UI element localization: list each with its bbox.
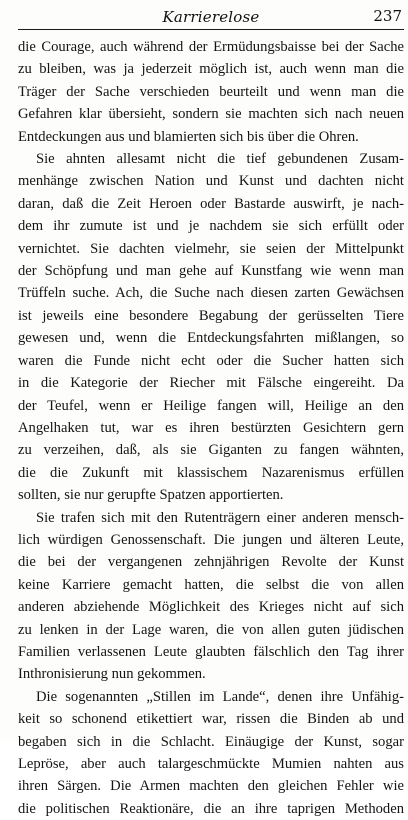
text-line: Inthronisierung nun gekommen. (18, 666, 206, 683)
page-number: 237 (373, 7, 402, 25)
text-line: Entdeckungen aus und blamierten sich bis über die Ohren. (18, 128, 359, 145)
text-line: die politischen Reaktionäre, die an ihre taprigen Methoden (18, 800, 404, 817)
text-line: der Schöpfung und man gehe auf Kunstfang wie wenn man (18, 263, 404, 280)
text-line: Träger der Sache verschieden beurteilt und wenn man die (18, 83, 404, 100)
text-line: sollten, sie nur gerupfte Spatzen apportierten. (18, 487, 284, 504)
text-line: Lepröse, aber auch talargeschmückte Mumien nahten aus (18, 756, 404, 772)
text-line: Sie ahnten allesamt nicht die tief gebundenen Zusam- (36, 151, 404, 168)
text-line: die bei der vergangenen zehnjährigen Revolte der Kunst (18, 554, 404, 571)
text-line: Sie trafen sich mit den Rutenträgern einer anderen mensch- (36, 509, 404, 526)
paragraph-1 (18, 36, 404, 148)
paragraph-4 (18, 686, 404, 820)
text-line: zu verzeihen, daß, als sie Giganten zu fangen wähnten, (18, 442, 404, 459)
text-line: menhänge zwischen Nation und Kunst und dachten nicht (18, 173, 404, 190)
body-text (18, 36, 404, 820)
text-line: waren die Funde nicht echt oder die Sucher hatten sich (18, 352, 404, 369)
text-line: zu bleiben, was ja jederzeit möglich ist, auch wenn man die (18, 61, 404, 78)
text-line: Gefahren klar übersieht, sondern sie machten sich nach neuen (18, 106, 404, 123)
text-line: die die Zukunft mit klassischem Nazarenismus erfüllen (18, 464, 404, 481)
text-line: anderen abziehende Möglichkeit des Krieges nicht auf sich (18, 599, 404, 616)
header-rule (18, 29, 404, 30)
page-header (18, 6, 404, 34)
text-line: Familien verlassenen Leute glaubten fälschlich den Tag ihrer (18, 643, 404, 660)
text-line: ist jeweils eine besondere Begabung der gerüsselten Tiere (18, 307, 404, 324)
text-line: keine Karriere gemacht hatten, die selbst die von allen (18, 576, 404, 593)
paragraph-3 (18, 507, 404, 686)
text-line: gewesen und, wenn die Entdeckungsfahrten mißlangen, so (18, 330, 404, 347)
text-line: vernichtet. Sie dachten vielmehr, sie seien der Mittelpunkt (18, 240, 404, 257)
text-line: begaben sich in die Schlacht. Einäugige der Kunst, sogar (18, 733, 404, 750)
text-line: zu lenken in der Lage waren, die von allen guten jüdischen (18, 621, 404, 638)
text-line: die Courage, auch während der Ermüdungsbaisse bei der Sache (18, 39, 404, 55)
text-line: lich würdigen Genossenschaft. Die jungen und älteren Leute, (18, 531, 404, 548)
running-title: Karrierelose (162, 8, 260, 26)
text-line: Die sogenannten „Stillen im Lande“, denen ihre Unfähig- (36, 688, 404, 705)
paragraph-2 (18, 148, 404, 507)
text-line: der Teufel, wenn er Heilige fangen will, Heilige an den (18, 397, 404, 414)
text-line: daran, daß die Zeit Heroen oder Bastarde auswirft, je nach- (18, 195, 404, 212)
text-line: Angelhaken tut, war es ihren bestürzten Gesichtern gern (18, 419, 404, 436)
text-line: ihren Särgen. Die Armen machten den gleichen Fehler wie (18, 778, 404, 795)
text-line: Trüffeln suche. Ach, die Suche nach diesen zarten Gewächsen (18, 285, 404, 302)
text-line: dem ihr zumute ist und je nachdem sie sich erfüllt oder (18, 218, 404, 235)
text-line: in die Kategorie der Riecher mit Fälsche eingereiht. Da (18, 375, 404, 392)
text-line: keit so schonend etikettiert war, rissen die Binden ab und (18, 711, 404, 728)
